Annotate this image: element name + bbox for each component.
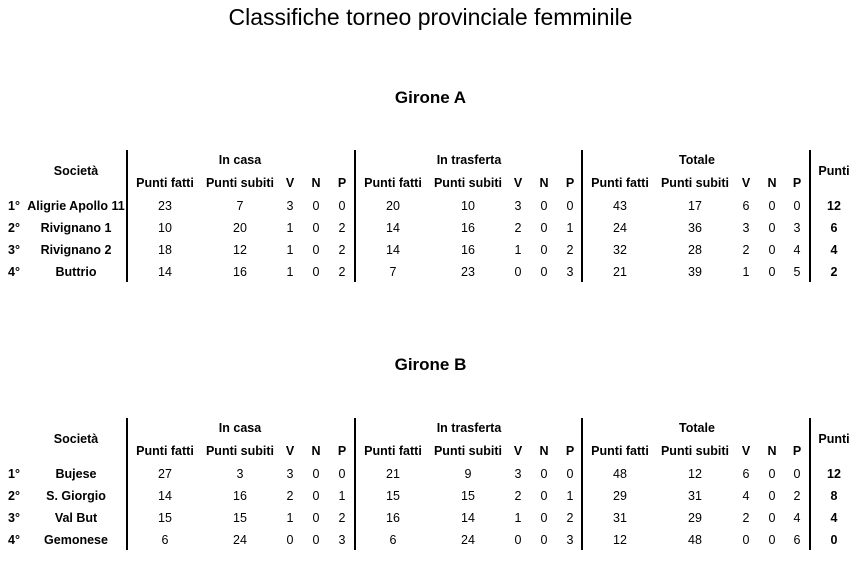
home-p: 2 bbox=[338, 265, 346, 279]
away-p: 0 bbox=[566, 467, 574, 481]
away-v: 1 bbox=[514, 243, 522, 257]
total-v: 3 bbox=[742, 221, 750, 235]
total-n: 0 bbox=[768, 533, 776, 547]
in-casa-header: In casa bbox=[218, 421, 262, 435]
away-p: 2 bbox=[566, 511, 574, 525]
total-punti-fatti: 48 bbox=[613, 467, 627, 481]
total-punti-subiti: 39 bbox=[688, 265, 702, 279]
position: 4° bbox=[8, 533, 20, 547]
away-punti-subiti: 24 bbox=[461, 533, 475, 547]
away-punti-fatti: 7 bbox=[389, 265, 397, 279]
team-name: Gemonese bbox=[44, 533, 108, 547]
total-p: 6 bbox=[793, 533, 801, 547]
sub-header-punti-subiti: Punti subiti bbox=[660, 176, 730, 190]
total-n: 0 bbox=[768, 511, 776, 525]
totale-header: Totale bbox=[679, 153, 715, 167]
total-punti-subiti: 12 bbox=[688, 467, 702, 481]
punti-header: Punti bbox=[818, 164, 850, 178]
home-punti-subiti: 16 bbox=[233, 489, 247, 503]
total-punti-subiti: 36 bbox=[688, 221, 702, 235]
column-divider bbox=[581, 150, 583, 282]
home-n: 0 bbox=[312, 243, 320, 257]
column-divider bbox=[809, 418, 811, 550]
total-n: 0 bbox=[768, 265, 776, 279]
home-v: 3 bbox=[286, 467, 294, 481]
total-n: 0 bbox=[768, 489, 776, 503]
away-v: 3 bbox=[514, 199, 522, 213]
away-p: 0 bbox=[566, 199, 574, 213]
totale-header: Totale bbox=[679, 421, 715, 435]
total-v: 1 bbox=[742, 265, 750, 279]
away-v: 0 bbox=[514, 533, 522, 547]
total-v: 6 bbox=[742, 199, 750, 213]
total-punti-fatti: 12 bbox=[613, 533, 627, 547]
sub-header-punti-subiti: Punti subiti bbox=[660, 444, 730, 458]
home-punti-fatti: 15 bbox=[158, 511, 172, 525]
total-punti-subiti: 31 bbox=[688, 489, 702, 503]
away-punti-subiti: 10 bbox=[461, 199, 475, 213]
home-punti-subiti: 16 bbox=[233, 265, 247, 279]
position: 3° bbox=[8, 511, 20, 525]
home-p: 2 bbox=[338, 243, 346, 257]
column-divider bbox=[126, 150, 128, 282]
sub-header-v: V bbox=[513, 444, 523, 458]
away-punti-fatti: 6 bbox=[389, 533, 397, 547]
sub-header-punti-fatti: Punti fatti bbox=[136, 176, 194, 190]
away-punti-fatti: 21 bbox=[386, 467, 400, 481]
home-punti-subiti: 15 bbox=[233, 511, 247, 525]
sub-header-v: V bbox=[285, 176, 295, 190]
away-p: 2 bbox=[566, 243, 574, 257]
in-trasferta-header: In trasferta bbox=[436, 153, 502, 167]
home-punti-fatti: 10 bbox=[158, 221, 172, 235]
sub-header-n: N bbox=[767, 176, 777, 190]
total-v: 6 bbox=[742, 467, 750, 481]
away-n: 0 bbox=[540, 221, 548, 235]
punti-value: 4 bbox=[830, 243, 838, 257]
away-v: 0 bbox=[514, 265, 522, 279]
away-n: 0 bbox=[540, 511, 548, 525]
home-n: 0 bbox=[312, 467, 320, 481]
punti-value: 12 bbox=[827, 199, 841, 213]
sub-header-v: V bbox=[741, 444, 751, 458]
sub-header-punti-fatti: Punti fatti bbox=[364, 176, 422, 190]
home-punti-fatti: 6 bbox=[161, 533, 169, 547]
in-casa-header: In casa bbox=[218, 153, 262, 167]
punti-header: Punti bbox=[818, 432, 850, 446]
away-n: 0 bbox=[540, 199, 548, 213]
home-p: 0 bbox=[338, 199, 346, 213]
sub-header-p: P bbox=[337, 444, 347, 458]
team-name: Bujese bbox=[55, 467, 97, 481]
away-punti-fatti: 16 bbox=[386, 511, 400, 525]
total-n: 0 bbox=[768, 243, 776, 257]
away-punti-subiti: 23 bbox=[461, 265, 475, 279]
sub-header-n: N bbox=[311, 176, 321, 190]
home-p: 3 bbox=[338, 533, 346, 547]
girone-b-table bbox=[0, 416, 861, 552]
sub-header-punti-fatti: Punti fatti bbox=[591, 444, 649, 458]
sub-header-punti-fatti: Punti fatti bbox=[364, 444, 422, 458]
total-n: 0 bbox=[768, 221, 776, 235]
total-p: 4 bbox=[793, 243, 801, 257]
punti-value: 2 bbox=[830, 265, 838, 279]
total-p: 3 bbox=[793, 221, 801, 235]
home-n: 0 bbox=[312, 199, 320, 213]
away-punti-subiti: 16 bbox=[461, 221, 475, 235]
away-punti-subiti: 14 bbox=[461, 511, 475, 525]
total-punti-fatti: 21 bbox=[613, 265, 627, 279]
sub-header-n: N bbox=[539, 444, 549, 458]
in-trasferta-header: In trasferta bbox=[436, 421, 502, 435]
sub-header-punti-subiti: Punti subiti bbox=[433, 176, 503, 190]
total-p: 0 bbox=[793, 467, 801, 481]
sub-header-n: N bbox=[311, 444, 321, 458]
home-punti-subiti: 3 bbox=[236, 467, 244, 481]
sub-header-v: V bbox=[285, 444, 295, 458]
total-n: 0 bbox=[768, 199, 776, 213]
home-n: 0 bbox=[312, 511, 320, 525]
sub-header-v: V bbox=[513, 176, 523, 190]
home-p: 2 bbox=[338, 511, 346, 525]
sub-header-punti-subiti: Punti subiti bbox=[205, 444, 275, 458]
home-punti-fatti: 18 bbox=[158, 243, 172, 257]
away-n: 0 bbox=[540, 533, 548, 547]
team-name: Buttrio bbox=[55, 265, 97, 279]
home-v: 1 bbox=[286, 243, 294, 257]
away-n: 0 bbox=[540, 243, 548, 257]
girone-a-title: Girone A bbox=[394, 88, 467, 107]
sub-header-p: P bbox=[565, 444, 575, 458]
home-punti-fatti: 14 bbox=[158, 489, 172, 503]
sub-header-n: N bbox=[767, 444, 777, 458]
team-name: Rivignano 1 bbox=[40, 221, 112, 235]
home-p: 2 bbox=[338, 221, 346, 235]
total-p: 2 bbox=[793, 489, 801, 503]
team-name: S. Giorgio bbox=[46, 489, 106, 503]
home-n: 0 bbox=[312, 533, 320, 547]
home-v: 1 bbox=[286, 221, 294, 235]
sub-header-punti-subiti: Punti subiti bbox=[433, 444, 503, 458]
position: 2° bbox=[8, 489, 20, 503]
total-punti-fatti: 29 bbox=[613, 489, 627, 503]
home-v: 1 bbox=[286, 511, 294, 525]
total-punti-fatti: 32 bbox=[613, 243, 627, 257]
home-v: 2 bbox=[286, 489, 294, 503]
away-punti-fatti: 14 bbox=[386, 243, 400, 257]
away-p: 3 bbox=[566, 533, 574, 547]
away-n: 0 bbox=[540, 489, 548, 503]
home-v: 1 bbox=[286, 265, 294, 279]
home-punti-fatti: 23 bbox=[158, 199, 172, 213]
sub-header-punti-subiti: Punti subiti bbox=[205, 176, 275, 190]
home-v: 3 bbox=[286, 199, 294, 213]
away-n: 0 bbox=[540, 265, 548, 279]
total-punti-subiti: 28 bbox=[688, 243, 702, 257]
home-punti-subiti: 7 bbox=[236, 199, 244, 213]
away-v: 3 bbox=[514, 467, 522, 481]
punti-value: 6 bbox=[830, 221, 838, 235]
away-n: 0 bbox=[540, 467, 548, 481]
total-v: 4 bbox=[742, 489, 750, 503]
home-n: 0 bbox=[312, 265, 320, 279]
sub-header-p: P bbox=[565, 176, 575, 190]
column-divider bbox=[126, 418, 128, 550]
team-name: Rivignano 2 bbox=[40, 243, 112, 257]
sub-header-p: P bbox=[792, 444, 802, 458]
punti-value: 12 bbox=[827, 467, 841, 481]
girone-a-table bbox=[0, 148, 861, 284]
away-v: 2 bbox=[514, 489, 522, 503]
away-v: 2 bbox=[514, 221, 522, 235]
total-punti-fatti: 43 bbox=[613, 199, 627, 213]
home-punti-subiti: 12 bbox=[233, 243, 247, 257]
position: 1° bbox=[8, 199, 20, 213]
sub-header-n: N bbox=[539, 176, 549, 190]
total-p: 0 bbox=[793, 199, 801, 213]
home-punti-subiti: 20 bbox=[233, 221, 247, 235]
sub-header-p: P bbox=[792, 176, 802, 190]
total-punti-subiti: 17 bbox=[688, 199, 702, 213]
away-p: 1 bbox=[566, 221, 574, 235]
sub-header-p: P bbox=[337, 176, 347, 190]
punti-value: 8 bbox=[830, 489, 838, 503]
away-punti-subiti: 15 bbox=[461, 489, 475, 503]
home-n: 0 bbox=[312, 221, 320, 235]
punti-value: 0 bbox=[830, 533, 838, 547]
position: 3° bbox=[8, 243, 20, 257]
home-n: 0 bbox=[312, 489, 320, 503]
column-divider bbox=[809, 150, 811, 282]
total-p: 4 bbox=[793, 511, 801, 525]
team-name: Aligrie Apollo 11 bbox=[27, 199, 125, 213]
away-p: 1 bbox=[566, 489, 574, 503]
team-name: Val But bbox=[54, 511, 98, 525]
away-punti-fatti: 15 bbox=[386, 489, 400, 503]
total-v: 0 bbox=[742, 533, 750, 547]
total-punti-fatti: 31 bbox=[613, 511, 627, 525]
girone-b-title: Girone B bbox=[394, 355, 467, 374]
total-n: 0 bbox=[768, 467, 776, 481]
punti-value: 4 bbox=[830, 511, 838, 525]
societa-header: Società bbox=[53, 164, 99, 178]
home-v: 0 bbox=[286, 533, 294, 547]
total-punti-subiti: 29 bbox=[688, 511, 702, 525]
home-p: 0 bbox=[338, 467, 346, 481]
column-divider bbox=[581, 418, 583, 550]
home-punti-subiti: 24 bbox=[233, 533, 247, 547]
away-v: 1 bbox=[514, 511, 522, 525]
sub-header-v: V bbox=[741, 176, 751, 190]
total-punti-fatti: 24 bbox=[613, 221, 627, 235]
total-p: 5 bbox=[793, 265, 801, 279]
home-punti-fatti: 14 bbox=[158, 265, 172, 279]
total-v: 2 bbox=[742, 511, 750, 525]
away-punti-subiti: 16 bbox=[461, 243, 475, 257]
sub-header-punti-fatti: Punti fatti bbox=[136, 444, 194, 458]
away-punti-subiti: 9 bbox=[464, 467, 472, 481]
position: 2° bbox=[8, 221, 20, 235]
page-title: Classifiche torneo provinciale femminile bbox=[228, 4, 633, 30]
column-divider bbox=[354, 150, 356, 282]
total-v: 2 bbox=[742, 243, 750, 257]
away-p: 3 bbox=[566, 265, 574, 279]
away-punti-fatti: 14 bbox=[386, 221, 400, 235]
home-punti-fatti: 27 bbox=[158, 467, 172, 481]
away-punti-fatti: 20 bbox=[386, 199, 400, 213]
sub-header-punti-fatti: Punti fatti bbox=[591, 176, 649, 190]
total-punti-subiti: 48 bbox=[688, 533, 702, 547]
position: 1° bbox=[8, 467, 20, 481]
societa-header: Società bbox=[53, 432, 99, 446]
position: 4° bbox=[8, 265, 20, 279]
home-p: 1 bbox=[338, 489, 346, 503]
column-divider bbox=[354, 418, 356, 550]
